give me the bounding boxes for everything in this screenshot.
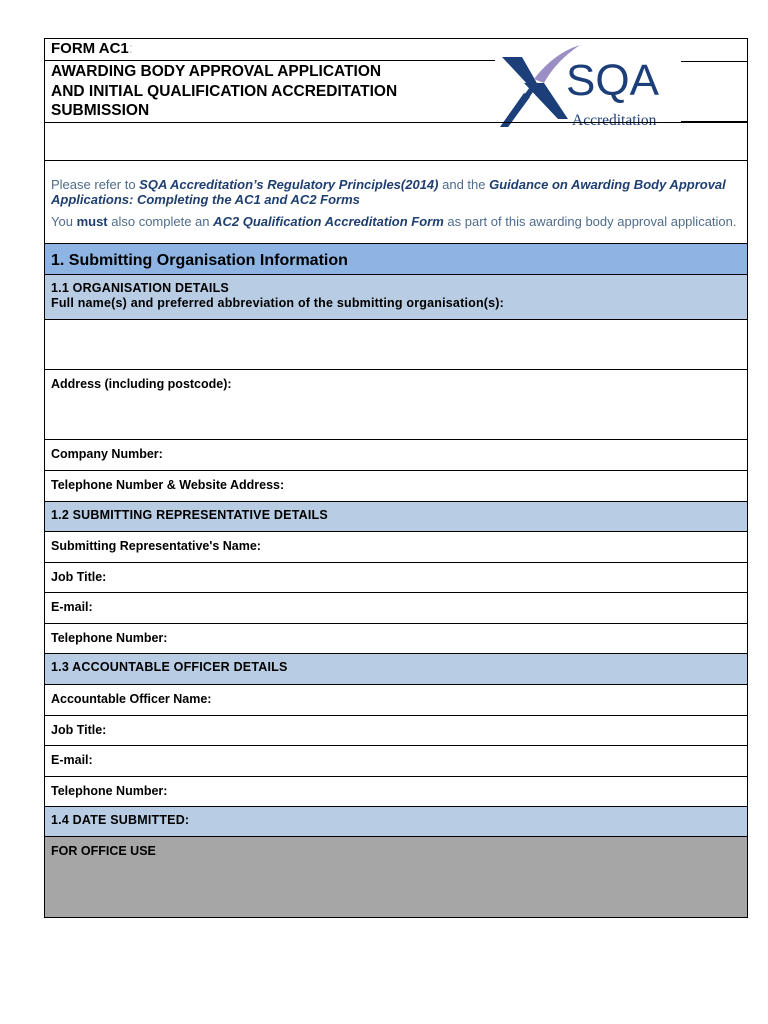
subsection-1-1-heading: 1.1 ORGANISATION DETAILS bbox=[51, 281, 229, 295]
date-submitted-label: 1.4 DATE SUBMITTED: bbox=[51, 813, 190, 827]
organisation-name-input[interactable] bbox=[45, 320, 747, 370]
subsection-1-2-heading: 1.2 SUBMITTING REPRESENTATIVE DETAILS bbox=[45, 502, 747, 532]
officer-phone-label: Telephone Number: bbox=[51, 784, 168, 798]
rep-phone-label: Telephone Number: bbox=[51, 631, 168, 645]
rep-phone-field[interactable] bbox=[45, 624, 747, 654]
organisation-name-label: Full name(s) and preferred abbreviation of the submitting organisation(s): bbox=[51, 296, 505, 310]
officer-job-title-field[interactable] bbox=[45, 716, 747, 746]
form-ac1 bbox=[44, 38, 748, 918]
telephone-website-field[interactable] bbox=[45, 471, 747, 502]
blank-row bbox=[45, 122, 747, 161]
rep-name-label: Submitting Representative's Name: bbox=[51, 539, 261, 553]
officer-name-label: Accountable Officer Name: bbox=[51, 692, 212, 706]
logo-subtext: Accreditation bbox=[572, 112, 657, 129]
subsection-1-1 bbox=[45, 275, 747, 320]
office-use-box bbox=[45, 837, 747, 917]
form-code: FORM AC1: bbox=[51, 40, 133, 57]
section-1-heading: 1. Submitting Organisation Information bbox=[45, 244, 747, 275]
telephone-website-label: Telephone Number & Website Address: bbox=[51, 478, 285, 492]
officer-phone-field[interactable] bbox=[45, 777, 747, 807]
company-number-label: Company Number: bbox=[51, 447, 163, 461]
rep-job-title-field[interactable] bbox=[45, 563, 747, 593]
address-label: Address (including postcode): bbox=[51, 377, 232, 391]
office-use-label: FOR OFFICE USE bbox=[51, 844, 156, 858]
rep-email-label: E-mail: bbox=[51, 600, 93, 614]
rep-name-field[interactable] bbox=[45, 532, 747, 563]
rep-email-field[interactable] bbox=[45, 593, 747, 624]
rep-job-title-label: Job Title: bbox=[51, 570, 107, 584]
subsection-1-3-heading: 1.3 ACCOUNTABLE OFFICER DETAILS bbox=[45, 654, 747, 685]
intro-text: Please refer to SQA Accreditation’s Regulatory Principles(2014) and the Guidance on Awarding Body Approval Applications: Completing the AC1 and AC2 Forms You must also complete an AC2 Qualification Accreditation Form as part of this awarding body approval application. bbox=[45, 161, 747, 244]
form-header bbox=[45, 39, 747, 129]
officer-name-field[interactable] bbox=[45, 685, 747, 716]
officer-email-label: E-mail: bbox=[51, 753, 93, 767]
officer-job-title-label: Job Title: bbox=[51, 723, 107, 737]
address-field[interactable] bbox=[45, 370, 747, 440]
date-submitted-field[interactable] bbox=[45, 807, 747, 837]
sqa-accreditation-logo bbox=[494, 43, 684, 129]
logo-text: SQA bbox=[566, 56, 659, 105]
form-title: AWARDING BODY APPROVAL APPLICATION AND INITIAL QUALIFICATION ACCREDITATION SUBMISSION bbox=[51, 63, 398, 119]
officer-email-field[interactable] bbox=[45, 746, 747, 777]
company-number-field[interactable] bbox=[45, 440, 747, 471]
